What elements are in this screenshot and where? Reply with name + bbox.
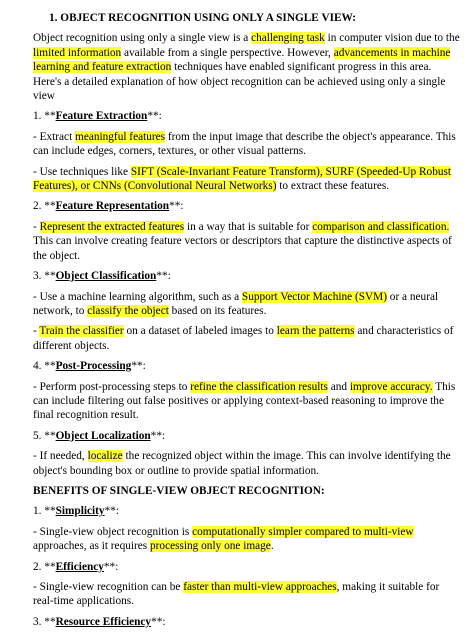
section-5-title: Object Localization bbox=[55, 429, 151, 442]
highlight-represent-features: Represent the extracted features bbox=[39, 220, 185, 233]
highlight-localize: localize bbox=[87, 450, 123, 463]
benefit-2-bullet-1 bbox=[33, 580, 462, 609]
section-2-suffix: **: bbox=[169, 200, 184, 213]
benefit-1-bullet-1 bbox=[33, 525, 462, 554]
highlight-techniques: SIFT (Scale-Invariant Feature Transform), SURF (Speeded-Up Robust Features), or CNNs (Convolutional Neural Networks) bbox=[33, 165, 452, 193]
benefit-3-heading bbox=[33, 615, 462, 629]
bullet-text: from the input image that describe the object's appearance. This can include edges, corners, textures, or other visual patterns. bbox=[33, 130, 456, 158]
bullet-text: or a neural network, to bbox=[33, 290, 439, 317]
benefit-3-title: Resource Efficiency bbox=[55, 615, 152, 628]
benefit-1-heading bbox=[33, 504, 462, 518]
section-2-heading bbox=[33, 199, 462, 213]
section-1-bullet-2 bbox=[33, 165, 462, 194]
highlight-train-classifier: Train the classifier bbox=[39, 325, 124, 338]
bullet-text: on a dataset of labeled images to bbox=[123, 325, 277, 338]
section-3-bullet-2 bbox=[33, 324, 462, 353]
intro-text-1: Object recognition using only a single view is a bbox=[33, 32, 252, 45]
section-4-number: 4. ** bbox=[33, 360, 56, 373]
section-3-heading bbox=[33, 269, 462, 283]
section-4-bullet-1 bbox=[33, 380, 462, 423]
section-3-number: 3. ** bbox=[33, 270, 56, 283]
section-5-heading bbox=[33, 429, 462, 443]
bullet-text: in a way that is suitable for bbox=[184, 220, 313, 233]
highlight-comparison-classification: comparison and classification. bbox=[312, 220, 450, 233]
bullet-text: - Single-view object recognition is bbox=[33, 525, 193, 538]
intro-text-4: techniques have enabled significant progress in this area. Here's a detailed explanation of how object recognition can be achieved using only a single view bbox=[33, 61, 446, 103]
bullet-text: - Use techniques like bbox=[33, 165, 131, 178]
bullet-text: - Perform post-processing steps to bbox=[33, 380, 191, 393]
highlight-one-image: processing only one image bbox=[150, 540, 271, 553]
bullet-text: the recognized object within the image. This can involve identifying the object's bounding box or outline to provide spatial information. bbox=[33, 450, 451, 477]
bullet-text: and bbox=[327, 380, 350, 393]
highlight-limited-information: limited information bbox=[33, 46, 122, 59]
section-1-suffix: **: bbox=[147, 110, 162, 123]
bullet-text: based on its features. bbox=[168, 304, 267, 317]
section-2-title: Feature Representation bbox=[55, 200, 170, 213]
intro-text-2: in computer vision due to the bbox=[324, 32, 460, 45]
benefit-2-number: 2. ** bbox=[33, 560, 56, 573]
benefit-3-number: 3. ** bbox=[33, 615, 56, 628]
highlight-challenging-task: challenging task bbox=[251, 32, 325, 45]
section-3-suffix: **: bbox=[156, 270, 171, 283]
bullet-text: - If needed, bbox=[33, 450, 88, 463]
intro-paragraph bbox=[33, 31, 462, 103]
section-5-suffix: **: bbox=[150, 429, 166, 442]
section-2-number: 2. ** bbox=[33, 200, 56, 213]
section-4-suffix: **: bbox=[131, 360, 146, 373]
highlight-meaningful-features: meaningful features bbox=[75, 130, 166, 143]
bullet-text: - Extract bbox=[33, 130, 76, 143]
benefit-1-number: 1. ** bbox=[33, 505, 56, 518]
benefit-1-title: Simplicity bbox=[55, 505, 105, 518]
highlight-improve-accuracy: improve accuracy. bbox=[349, 380, 433, 393]
highlight-refine-results: refine the classification results bbox=[190, 380, 328, 393]
section-1-number: 1. ** bbox=[33, 110, 56, 123]
section-4-title: Post-Processing bbox=[55, 360, 132, 373]
benefit-1-suffix: **: bbox=[104, 505, 119, 518]
benefits-title: BENEFITS OF SINGLE-VIEW OBJECT RECOGNITION: bbox=[33, 484, 325, 497]
highlight-advancements: advancements in machine learning and feature extraction bbox=[33, 46, 451, 74]
bullet-text: - bbox=[33, 325, 40, 338]
section-1-bullet-1 bbox=[33, 130, 462, 159]
bullet-text: This can involve creating feature vectors or descriptors that capture the distinctive aspects of the object. bbox=[33, 235, 452, 262]
page-title: 1. OBJECT RECOGNITION USING ONLY A SINGLE VIEW: bbox=[49, 12, 356, 24]
section-3-title: Object Classification bbox=[55, 270, 157, 283]
benefit-2-title: Efficiency bbox=[55, 560, 104, 573]
bullet-text: - Single-view recognition can be bbox=[33, 581, 184, 593]
bullet-text: , making it suitable for real-time applications. bbox=[33, 581, 440, 608]
highlight-learn-patterns: learn the patterns bbox=[276, 325, 355, 338]
bullet-text: - bbox=[33, 220, 40, 233]
highlight-computationally-simpler: computationally simpler compared to multi-view bbox=[192, 525, 414, 538]
section-1-title: Feature Extraction bbox=[55, 110, 148, 123]
bullet-text: to extract these features. bbox=[276, 180, 390, 193]
benefit-2-heading bbox=[33, 560, 462, 574]
intro-text-3: available from a single perspective. However, bbox=[121, 46, 334, 59]
section-5-bullet-1 bbox=[33, 449, 462, 478]
section-3-bullet-1 bbox=[33, 290, 462, 319]
bullet-text: approaches, as it requires bbox=[33, 540, 151, 553]
section-4-heading bbox=[33, 359, 462, 373]
section-1-heading bbox=[33, 109, 462, 123]
benefit-2-suffix: **: bbox=[103, 560, 119, 573]
bullet-text: This can include filtering out false positives or applying context-based reasoning to improve the final recognition result. bbox=[33, 380, 456, 422]
bullet-text: . bbox=[270, 540, 274, 553]
highlight-svm: Support Vector Machine (SVM) bbox=[241, 290, 387, 303]
section-2-bullet-1 bbox=[33, 220, 462, 263]
benefit-3-suffix: **: bbox=[151, 615, 166, 628]
section-5-number: 5. ** bbox=[33, 429, 56, 442]
bullet-text: and characteristics of different objects. bbox=[33, 325, 454, 352]
bullet-text: - Use a machine learning algorithm, such as a bbox=[33, 290, 242, 303]
highlight-faster: faster than multi-view approaches bbox=[183, 581, 337, 593]
highlight-classify-object: classify the object bbox=[87, 304, 169, 317]
